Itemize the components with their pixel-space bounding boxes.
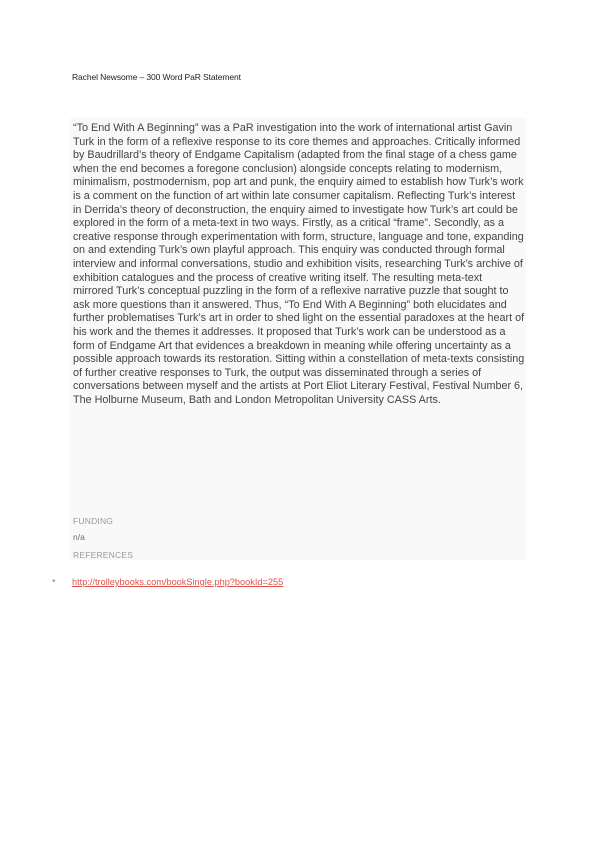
document-title: Rachel Newsome – 300 Word PaR Statement	[72, 72, 241, 82]
statement-text: “To End With A Beginning” was a PaR investigation into the work of international artist Gavin Turk in the form of a reflexive response to its core themes and approaches. Critically informed by Baudrillard’s theory of Endgame Capitalism (adapted from the final stage of a chess game when the end becomes a foregone conclusion) alongside concepts relating to modernism, minimalism, postmodernism, pop art and punk, the enquiry aimed to establish how Turk’s work is a comment on the function of art within late consumer capitalism. Reflecting Turk’s interest in Derrida’s theory of deconstruction, the enquiry aimed to investigate how Turk’s art could be explored in the form of a meta-text in two ways. Firstly, as a critical “frame”. Secondly, as a creative response through experimentation with form, structure, language and tone, expanding on and extending Turk’s own playful approach. This enquiry was conducted through formal interview and informal conversations, studio and exhibition visits, researching Turk’s archive of exhibition catalogues and the process of creative writing itself. The resulting meta-text mirrored Turk’s conceptual puzzling in the form of a reflexive narrative puzzle that sought to ask more questions than it answered. Thus, “To End With A Beginning” both elucidates and further problematises Turk’s art in order to shed light on the essential paradoxes at the heart of his work and the themes it addresses. It proposed that Turk’s work can be understood as a form of Endgame Art that evidences a breakdown in meaning while offering uncertainty as a possible approach towards its restoration. Sitting within a constellation of meta-texts consisting of further creative responses to Turk, the output was disseminated through a series of conversations between myself and the artists at Port Eliot Literary Festival, Festival Number 6, The Holburne Museum, Bath and London Metropolitan University CASS Arts.	[73, 122, 525, 406]
funding-value: n/a	[73, 532, 85, 542]
funding-label: FUNDING	[73, 516, 114, 526]
statement-block	[70, 118, 526, 560]
bullet-icon: •	[52, 576, 56, 587]
reference-link[interactable]: http://trolleybooks.com/bookSingle.php?bookId=255	[72, 577, 284, 587]
references-label: REFERENCES	[73, 550, 134, 560]
